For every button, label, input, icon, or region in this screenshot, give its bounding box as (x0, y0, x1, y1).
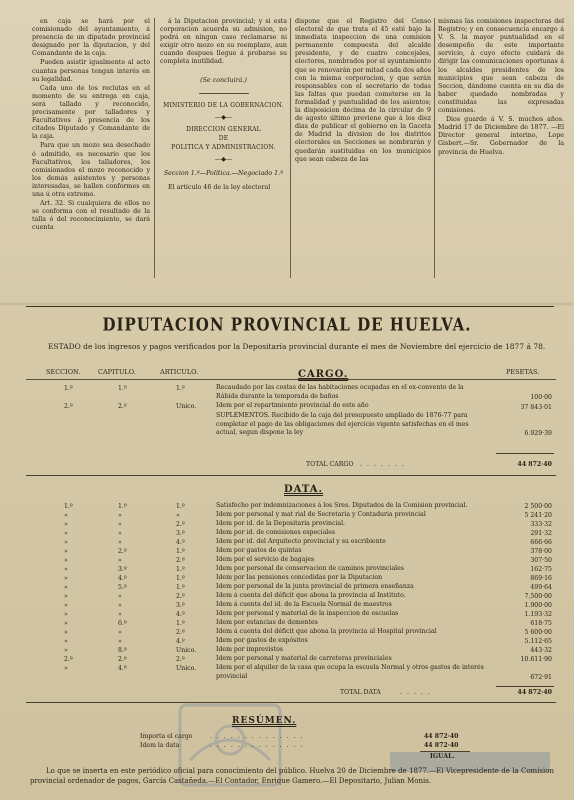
articulo-cell: 1.º (176, 503, 185, 510)
capitulo-cell: 6.º (118, 620, 127, 627)
capitulo-cell: » (118, 521, 122, 528)
seccion-cell: » (64, 593, 68, 600)
description-cell: Idem por el alquiler de la casa que ocupa la escuela Normal y otros gastos de interés provincial (216, 664, 484, 680)
column-divider (154, 18, 155, 278)
paragraph: Pueden asistir igualmente al acto cuantas personas tengan interés en su legalidad. (32, 59, 150, 83)
total-label: TOTAL CARGO (306, 461, 354, 468)
table-row (0, 574, 574, 583)
seccion-cell: » (64, 584, 68, 591)
capitulo-cell: 4.º (118, 665, 127, 672)
paragraph: Art. 32. Si cualquiera de ellos no se conforma con el resultado de la talla ó del reconocimiento, se dará cuenta (32, 200, 150, 232)
seccion-cell: » (64, 521, 68, 528)
amount-cell: 1.193·32 (524, 611, 552, 618)
capitulo-cell: » (118, 602, 122, 609)
capitulo-cell: 8.º (118, 647, 127, 654)
amount-cell: 378·00 (530, 548, 552, 555)
amount-cell: 1.900·00 (524, 602, 552, 609)
resumen-cargo-row (0, 732, 574, 741)
ornament: —◆— (214, 113, 233, 121)
amount-cell: 666·66 (530, 539, 552, 546)
description-cell: Idem á cuenta del déficit que abona la provincia al Hospital provincial (216, 628, 437, 635)
paragraph: dispone que el Registro del Censo electoral de que trata el 45 esté bajo la inmediata inspeccion de una comision permanente compuesta del alcalde presidente, y de cuatro concejales, electores, nombrados por el ayuntamiento que se renovarán por mitad cada dos años con la misma corporacion, y que serán responsables con el secretario de todas las faltas que puedan cometerse en la formalidad y puntualidad de los asientos; la disposicion décima de la circular de 9 de agosto último previene que á los diez dias de publicar el gobierno en la Gaceta de Madrid la division de los distritos electorales en Secciones se nombrarán y quedarán sustituidas en los municipios que sean cabeza de las (295, 18, 431, 163)
description-cell: SUPLEMENTOS. Recibido de la caja del presupuesto ampliado de 1876-77 para completar el pago de las obligaciones del ejercicio vigente satisfechas en el mes actual, segun dispone la ley (216, 412, 469, 436)
articulo-cell: 1.º (176, 620, 185, 627)
amount-cell: 499·64 (530, 584, 552, 591)
table-row (0, 655, 574, 664)
data-title: DATA. (284, 484, 324, 495)
seccion-cell: » (64, 602, 68, 609)
capitulo-cell: » (118, 557, 122, 564)
amount-cell: 5.112·65 (524, 638, 552, 645)
continued-note: (Se concluirá.) (200, 76, 247, 84)
description-cell: Idem por personal de conservacion de caminos provinciales (216, 565, 404, 572)
seccion-cell: » (64, 512, 68, 519)
column-1 (32, 18, 150, 233)
footer-note: Lo que se inserta en este periódico oficial para conocimiento del público. Huelva 20 de Diciembre de 1877.—El Vicepresidente de la Comision provincial ordenador de pagos, García Castañeda.—El Contador, Enrique Gamero.—El Depositario, Julian Monis. (30, 767, 554, 785)
de-heading: DE (218, 134, 229, 142)
articulo-cell: 2.º (176, 557, 185, 564)
articulo-cell: 1.º (176, 584, 185, 591)
leader-dots: .............. (210, 733, 308, 740)
description-cell: Idem á cuenta del déficit que abona la provincia al Instituto. (216, 592, 406, 599)
articulo-cell: » (176, 512, 180, 519)
seccion-cell: » (64, 611, 68, 618)
description-cell: Idem á cuenta del id. de la Escuela Normal de maestros (216, 601, 392, 608)
header-articulo: ARTICULO. (160, 368, 199, 376)
seccion-cell: » (64, 629, 68, 636)
articulo-cell: 2.º (176, 593, 185, 600)
seccion-cell: 2.º (64, 403, 73, 410)
leader-dots: ..... (400, 689, 435, 696)
leader-dots: ....... (360, 461, 409, 468)
paragraph: mismas las comisiones inspectoras del Registro; y en consecuencia encargo á V. S. la mayor puntualidad en el desempeño de este importante servicio, á cuyo efecto cuidará de dirigir las comunicaciones oportunas á los alcaldes presidentes de los municipios que sean cabeza de Seccion, dándome cuenta en su dia de haber quedado nombradas y constituidas las expresadas comisiones. (438, 18, 564, 115)
amount-cell: 291·32 (530, 530, 552, 537)
amount-cell: 5 600·00 (524, 629, 552, 636)
table-row (0, 646, 574, 655)
seccion-cell: 1.º (64, 385, 73, 392)
table-row (0, 502, 574, 511)
seccion-cell: » (64, 575, 68, 582)
capitulo-cell: » (118, 539, 122, 546)
amount-cell: 162·75 (530, 566, 552, 573)
articulo-cell: 2.º (176, 521, 185, 528)
politica-heading: POLITICA Y ADMINISTRACION. (171, 144, 276, 152)
table-row (0, 520, 574, 529)
amount-cell: 2 500·00 (524, 503, 552, 510)
cargo-total-row (0, 460, 574, 469)
seccion-cell: 1.º (64, 503, 73, 510)
amount-cell: 6.929·39 (524, 430, 552, 437)
header-pesetas: PESETAS. (506, 368, 540, 376)
paragraph: en caja se hará por el comisionado del ayuntamiento, á presencia de un diputado provincial designado por la diputacion, y del Comandante de la caja. (32, 18, 150, 58)
description-cell: Idem por personal y material de carreteras provinciales (216, 655, 392, 662)
description-cell: Idem por el repartimiento provincial de este año (216, 402, 369, 409)
articulo-cell: 2.º (176, 656, 185, 663)
table-row (0, 529, 574, 538)
table-row (0, 628, 574, 637)
table-row (0, 412, 574, 438)
articulo-cell: 1.º (176, 566, 185, 573)
cargo-title: CARGO. (298, 369, 349, 380)
section-line: Seccion 1.ª—Política.—Negociado 1.º (163, 170, 284, 178)
articulo-cell: 4.º (176, 611, 185, 618)
header-seccion: SECCION. (46, 368, 81, 376)
ornament: —◆— (214, 156, 233, 164)
table-row (0, 637, 574, 646)
igual-row (0, 752, 574, 761)
description-cell: Idem por personal y mat rial de Secretaria y Contaduria provincial (216, 511, 426, 518)
paragraph: Para que un mozo sea desechado ó admitido, es necesario que los Facultativos, los talladores, los comisionados el mozo reconocido y los demás asistentes y personas interesadas, se hallen conformes en una ú otra extremo. (32, 142, 150, 198)
capitulo-cell: 1.º (118, 385, 127, 392)
section-rule (26, 702, 556, 703)
articulo-cell: 4.º (176, 638, 185, 645)
seccion-cell: » (64, 566, 68, 573)
capitulo-cell: 1.º (118, 503, 127, 510)
column-divider (434, 18, 435, 278)
capitulo-cell: 2.º (118, 656, 127, 663)
total-amount: 44 872·40 (517, 461, 552, 468)
capitulo-cell: 4.º (118, 575, 127, 582)
amount-cell: 7.500·00 (524, 593, 552, 600)
articulo-cell: 1.º (176, 548, 185, 555)
sum-rule (496, 453, 554, 454)
resumen-data-row (0, 741, 574, 750)
articulo-cell: 1.º (176, 385, 185, 392)
capitulo-cell: 2.º (118, 403, 127, 410)
seccion-cell: » (64, 665, 68, 672)
total-label: TOTAL DATA (340, 689, 381, 696)
amount-cell: 443·32 (530, 647, 552, 654)
description-cell: Idem por personal y material de la inspeccion de escuelas (216, 610, 399, 617)
description-cell: Idem por estancias de dementes (216, 619, 318, 626)
description-cell: Idem por el servicio de bagajes (216, 556, 315, 563)
description-cell: Idem por id. de comisiones especiales (216, 529, 336, 536)
data-total-row (0, 688, 574, 697)
table-row (0, 538, 574, 547)
capitulo-cell: » (118, 530, 122, 537)
amount-cell: 5 241·20 (524, 512, 552, 519)
paragraph: Dios guarde á V. S. muchos años. Madrid 17 de Diciembre de 1877. —El Director general interino, Lope Gisbert.—Sr. Gobernador de la provincia de Huelva. (438, 116, 564, 156)
table-row (0, 511, 574, 520)
page-title: DIPUTACION PROVINCIAL DE HUELVA. (102, 314, 472, 336)
table-row (0, 583, 574, 592)
top-columns (26, 18, 564, 306)
section-rule (26, 306, 554, 307)
capitulo-cell: » (118, 512, 122, 519)
seccion-cell: » (64, 620, 68, 627)
sum-rule (496, 686, 554, 687)
articulo-cell: Unico. (176, 647, 197, 654)
description-cell: Idem por gastos de quintas (216, 547, 302, 554)
table-row (0, 547, 574, 556)
table-row (0, 610, 574, 619)
igual-label: IGUAL. (430, 753, 455, 760)
capitulo-cell: 2.º (118, 548, 127, 555)
column-4 (438, 18, 564, 158)
seccion-cell: » (64, 557, 68, 564)
total-amount: 44 872·40 (517, 689, 552, 696)
ministry-heading: MINISTERIO DE LA GOBERNACION. (163, 101, 284, 109)
articulo-cell: 1.º (176, 575, 185, 582)
articulo-cell: 4.º (176, 539, 185, 546)
table-row (0, 601, 574, 610)
table-row (0, 565, 574, 574)
direction-heading: DIRECCION GENERAL (186, 125, 261, 133)
articulo-cell: 3.º (176, 530, 185, 537)
seccion-cell: 2.º (64, 656, 73, 663)
paragraph: El artículo 46 de la ley electoral (168, 184, 271, 192)
column-divider (290, 18, 291, 278)
description-cell: Satisfecho por indemnizaciones á los Sres. Diputados de la Comision provincial. (216, 502, 468, 509)
resumen-label: Importa el cargo (140, 733, 193, 740)
resumen-label: Idem la data (140, 742, 180, 749)
amount-cell: 618·75 (530, 620, 552, 627)
articulo-cell: Unico. (176, 665, 197, 672)
capitulo-cell: 5.º (118, 584, 127, 591)
amount-cell: 100·00 (530, 394, 552, 401)
column-3 (295, 18, 431, 165)
amount-cell: 10.611·90 (520, 656, 552, 663)
description-cell: Idem por las pensiones concedidas por la Diputacion (216, 574, 383, 581)
seccion-cell: » (64, 638, 68, 645)
table-row (0, 384, 574, 402)
resumen-amount: 44 872·40 (424, 742, 459, 749)
capitulo-cell: » (118, 593, 122, 600)
amount-cell: 307·50 (530, 557, 552, 564)
articulo-cell: 2.º (176, 629, 185, 636)
resumen-amount: 44 872·40 (424, 733, 459, 740)
table-row (0, 556, 574, 565)
articulo-cell: Unico. (176, 403, 197, 410)
table-row (0, 402, 574, 412)
table-row (0, 664, 574, 682)
seccion-cell: » (64, 530, 68, 537)
description-cell: Idem por gastos de expósitos (216, 637, 308, 644)
amount-cell: 869·16 (530, 575, 552, 582)
capitulo-cell: » (118, 629, 122, 636)
section-rule (26, 475, 556, 476)
description-cell: Recaudado por las costas de las habitaciones ocupadas en el ex-convento de la Rábida durante la temporada de baños (216, 384, 464, 400)
column-2 (160, 18, 287, 193)
amount-cell: 37 843·01 (520, 404, 552, 411)
description-cell: Idem por id. de la Depositaria provincial. (216, 520, 346, 527)
header-capitulo: CAPITULO. (98, 368, 136, 376)
table-row (0, 592, 574, 601)
divider (199, 93, 249, 94)
capitulo-cell: » (118, 611, 122, 618)
leader-dots: .............. (210, 742, 308, 749)
seccion-cell: » (64, 647, 68, 654)
paragraph: á la Diputacion provincial; y si esta corporacion acuerda su admision, no podrá en ningun caso reclamarse ni exigir otro mozo en su reemplazo, aun cuando despues llegue á probarse su completa inutilidad. (160, 18, 287, 66)
description-cell: Idem por id. del Arquitecto provincial y su escribiente (216, 538, 386, 545)
amount-cell: 672·91 (530, 674, 552, 681)
header-rule (26, 379, 556, 380)
capitulo-cell: » (118, 638, 122, 645)
description-cell: Idem por imprevistos (216, 646, 283, 653)
seccion-cell: » (64, 548, 68, 555)
paragraph: Cada uno de los reclutas en el momento de su entrega en caja, será tallado y reconocido, precisamente por talladores y Facultativos á presencia de los citados Diputado y Comandante de la caja. (32, 84, 150, 141)
seccion-cell: » (64, 539, 68, 546)
resumen-title: RESÚMEN. (232, 716, 297, 726)
statement-subtitle: ESTADO de los ingresos y pagos verificados por la Depositaría provincial durante el mes de Noviembre del ejercicio de 1877 á 78. (48, 342, 546, 351)
description-cell: Idem por personal de la junta provincial de primera enseñanza (216, 583, 414, 590)
capitulo-cell: 3.º (118, 566, 127, 573)
articulo-cell: 3.º (176, 602, 185, 609)
table-row (0, 619, 574, 628)
amount-cell: 333·32 (530, 521, 552, 528)
